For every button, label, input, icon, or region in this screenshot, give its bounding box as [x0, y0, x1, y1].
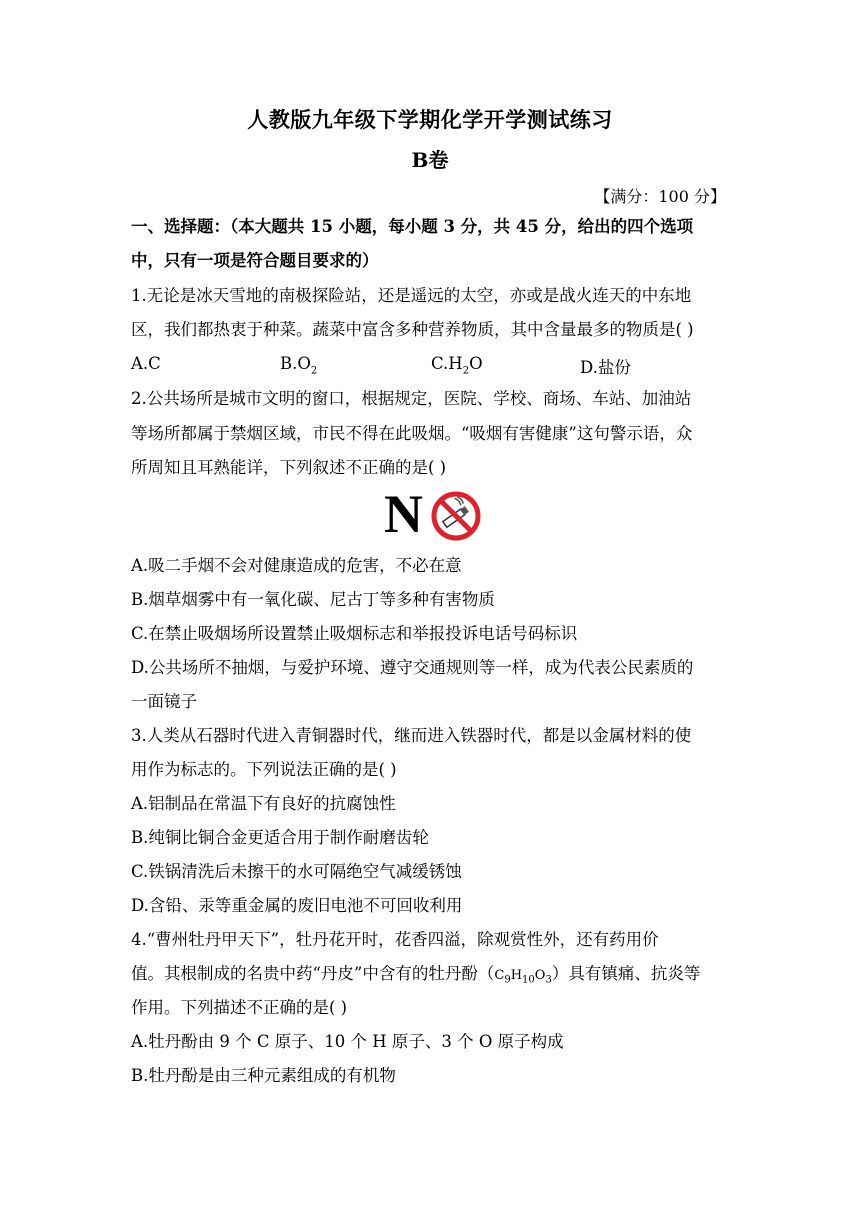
q3-stem-line-2: 用作为标志的。下列说法正确的是( )	[131, 760, 397, 779]
q1-stem-line-1: 1.无论是冰天雪地的南极探险站，还是遥远的太空，亦或是战火连天的中东地	[131, 286, 692, 305]
q4-stem-line-1: 4.“曹州牡丹甲天下”，牡丹花开时，花香四溢，除观赏性外，还有药用价	[131, 930, 659, 949]
no-smoking-sign	[384, 484, 484, 544]
q4-option-b: B.牡丹酚是由三种元素组成的有机物	[131, 1066, 396, 1085]
q3-option-b: B.纯铜比铜合金更适合用于制作耐磨齿轮	[131, 828, 429, 847]
page-subtitle: B卷	[411, 148, 449, 172]
q1-option-d: D.盐份	[580, 358, 631, 377]
q2-option-d-line-1: D.公共场所不抽烟，与爱护环境、遵守交通规则等一样，成为代表公民素质的	[131, 658, 694, 677]
section-heading-line-1: 一、选择题：（本大题共 15 小题，每小题 3 分，共 45 分，给出的四个选项	[131, 217, 694, 236]
section-heading-line-2: 中，只有一项是符合题目要求的）	[131, 251, 379, 270]
q3-option-c: C.铁锅清洗后未擦干的水可隔绝空气减缓锈蚀	[131, 862, 462, 881]
no-smoking-icon	[430, 490, 482, 542]
q1-option-b: $B.O_2$	[280, 354, 318, 377]
q4-stem-line-3: 作用。下列描述不正确的是( )	[131, 998, 348, 1017]
q3-option-a: A.铝制品在常温下有良好的抗腐蚀性	[131, 794, 396, 813]
no-smoking-letter-n: N	[384, 484, 423, 544]
paeonol-formula: $C_9H_{10}O_3$	[494, 968, 552, 986]
q2-stem-line-2: 等场所都属于禁烟区域，市民不得在此吸烟。“吸烟有害健康”这句警示语，众	[131, 424, 693, 443]
q2-option-b: B.烟草烟雾中有一氧化碳、尼古丁等多种有害物质	[131, 590, 495, 609]
q2-option-c: C.在禁止吸烟场所设置禁止吸烟标志和举报投诉电话号码标识	[131, 624, 578, 643]
q3-stem-line-1: 3.人类从石器时代进入青铜器时代，继而进入铁器时代，都是以金属材料的使	[131, 726, 692, 745]
q4-stem-line-2: 值。其根制成的名贵中药“丹皮”中含有的牡丹酚$(C_9H_{10}O_3)$具有镇痛、抗炎等	[131, 964, 701, 986]
q2-option-d-line-2: 一面镜子	[131, 692, 197, 711]
q1-stem-line-2: 区，我们都热衷于种菜。蔬菜中富含多种营养物质，其中含量最多的物质是( )	[131, 320, 694, 339]
q2-option-a: A.吸二手烟不会对健康造成的危害，不必在意	[131, 556, 462, 575]
q1-option-a: A.C	[131, 354, 161, 373]
q4-option-a: A.牡丹酚由 9 个 C 原子、10 个 H 原子、3 个 O 原子构成	[131, 1032, 564, 1051]
q2-stem-line-1: 2.公共场所是城市文明的窗口，根据规定，医院、学校、商场、车站、加油站	[131, 389, 692, 408]
q2-stem-line-3: 所周知且耳熟能详，下列叙述不正确的是( )	[131, 458, 447, 477]
q3-option-d: D.含铅、汞等重金属的废旧电池不可回收利用	[131, 896, 463, 915]
page-title: 人教版九年级下学期化学开学测试练习	[247, 107, 613, 132]
full-score-label: 【满分：100 分】	[594, 187, 726, 206]
q1-option-c: $C.H_2O$	[431, 354, 483, 377]
